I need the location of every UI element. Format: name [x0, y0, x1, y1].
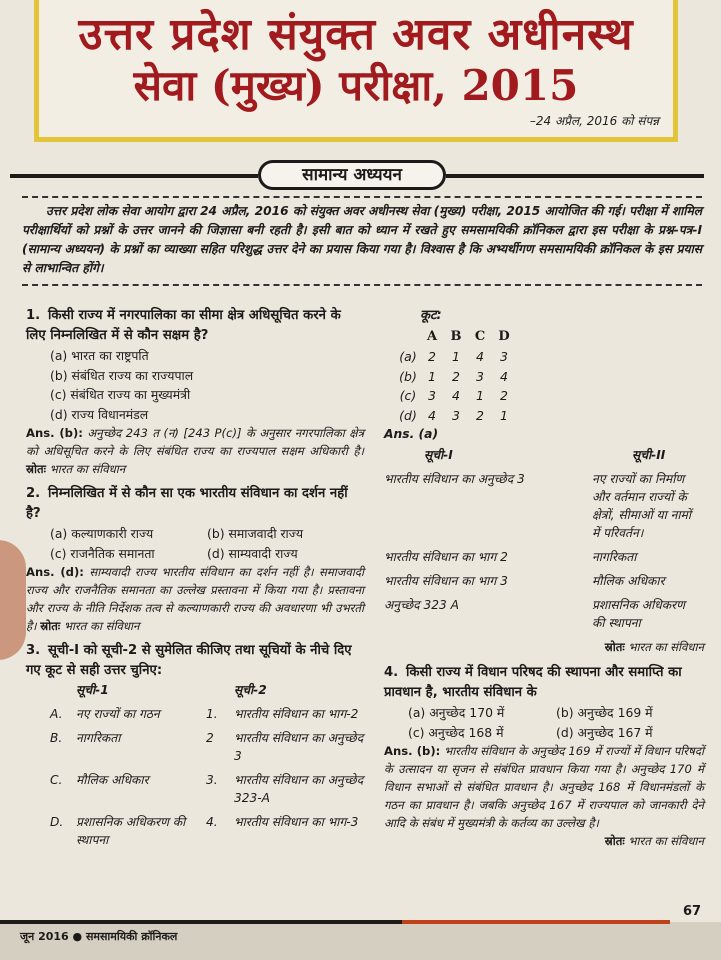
right-column — [384, 306, 704, 851]
intro-bottom-rule — [22, 284, 702, 286]
code-cell: 2 — [476, 407, 484, 423]
footer-text: जून 2016 ● समसामयिकी क्रॉनिकल — [20, 930, 178, 943]
option: (c) अनुच्छेद 168 में — [408, 724, 504, 740]
table-row — [396, 406, 516, 426]
code-table — [396, 325, 516, 425]
source-text: भारत का संविधान — [49, 462, 126, 476]
title-box — [34, 0, 678, 142]
list2-item: भारतीय संविधान का भाग-2 — [234, 707, 359, 721]
code-cell: 3 — [428, 388, 436, 404]
code-cell: 3 — [452, 407, 460, 423]
code-head: B — [450, 328, 462, 344]
answer — [26, 424, 364, 478]
list2-item: मौलिक अधिकार — [592, 574, 665, 588]
source-label: स्रोतः — [604, 640, 625, 654]
code-cell: 1 — [428, 368, 436, 384]
table-row — [50, 705, 364, 729]
code-option: (a) — [399, 349, 417, 365]
table-row — [50, 729, 364, 771]
answer-code-block — [384, 306, 704, 444]
option: (d) अनुच्छेद 167 में — [556, 724, 653, 740]
option: (d) साम्यवादी राज्य — [207, 545, 298, 561]
list1-item: मौलिक अधिकार — [76, 773, 149, 787]
row-letter: A. — [50, 707, 63, 721]
row-number: 3. — [206, 773, 218, 787]
source-label: स्रोतः — [40, 619, 61, 633]
question-1 — [26, 306, 364, 478]
question-body: सूची-I को सूची-2 से सुमेलित कीजिए तथा सूचियों के नीचे दिए गए कूट से सही उत्तर चुनिए: — [26, 643, 352, 678]
option-row — [384, 723, 704, 743]
question-number: 3. — [26, 643, 41, 658]
intro-paragraph: उत्तर प्रदेश लोक सेवा आयोग द्वारा 24 अप्रैल, 2016 को संयुक्त अवर अधीनस्थ सेवा (मुख्य) परीक्षा, 2015 आयोजित की गई। परीक्षा में शामिल परीक्षार्थियों को प्रश्नों के उत्तर जानने की जिज्ञासा बनी रहती है। इसी बात को ध्यान में रखते हुए समसामयिकी क्रॉनिकल द्वारा इस परीक्षा के प्रश्न-पत्र-I (सामान्य अध्ययन) के प्रश्नों का व्याख्या सहित परिशुद्ध उत्तर देने का प्रयास किया गया है। विश्वास है कि अभ्यर्थीगण समसामयिकी क्रॉनिकल के इस प्रयास से लाभान्वित होंगे। — [22, 204, 702, 275]
option: (a) अनुच्छेद 170 में — [408, 705, 505, 720]
code-cell: 2 — [428, 349, 436, 365]
code-cell: 3 — [476, 368, 484, 384]
thumb-shadow — [0, 540, 26, 660]
list1-item: भारतीय संविधान का अनुच्छेद 3 — [384, 472, 525, 486]
code-head: A — [426, 328, 438, 344]
code-cell: 1 — [452, 349, 460, 365]
answer — [384, 742, 704, 832]
table-row — [50, 771, 364, 813]
question-4 — [384, 663, 704, 851]
code-head: D — [498, 328, 510, 344]
option: (c) राजनैतिक समानता — [50, 545, 155, 561]
code-option: (b) — [399, 368, 417, 384]
question-text — [26, 484, 364, 524]
list2-heading: सूची-2 — [234, 683, 267, 697]
footer-stripe — [0, 920, 670, 924]
section-heading: सामान्य अध्ययन — [258, 160, 446, 190]
table-row — [50, 813, 364, 855]
answer — [26, 563, 364, 635]
question-body: किसी राज्य में नगरपालिका का सीमा क्षेत्र अधिसूचित करने के लिए निम्नलिखित में से कौन सक्षम है? — [26, 308, 341, 343]
list2-item: प्रशासनिक अधिकरण की स्थापना — [592, 598, 685, 630]
intro-top-rule — [22, 196, 702, 198]
exam-title-line1: उत्तर प्रदेश संयुक्त अवर अधीनस्थ — [78, 9, 634, 60]
code-head: C — [474, 328, 486, 344]
answer-label: Ans. (d): — [26, 565, 84, 579]
answer-text: भारतीय संविधान के अनुच्छेद 169 में राज्यों में विधान परिषदों के उत्सादन या सृजन से संबंधित प्रावधान किया गया है। अनुच्छेद 170 में विधान सभाओं से संबंधित प्रावधान है। अनुच्छेद 168 में विधानमंडलों के गठन का प्रावधान है। जबकि अनुच्छेद 167 में राज्यपाल को जानकारी देने आदि के संबंध में मुख्यमंत्री के कर्तव्य का उल्लेख है। — [384, 744, 704, 830]
list2-heading: सूची-II — [632, 448, 666, 462]
answer-label: Ans. (b): — [26, 426, 83, 440]
table-row — [396, 367, 516, 387]
list1-heading: सूची-I — [424, 448, 453, 462]
question-body: किसी राज्य में विधान परिषद की स्थापना और समाप्ति का प्रावधान है, भारतीय संविधान के — [384, 665, 682, 700]
left-column — [26, 306, 364, 855]
code-cell: 1 — [476, 388, 484, 404]
code-cell: 4 — [500, 368, 508, 384]
source-label: स्रोतः — [26, 462, 46, 476]
explanation-table — [384, 446, 700, 638]
answer-label: Ans. (b): — [384, 744, 441, 758]
list1-item: अनुच्छेद 323 A — [384, 598, 459, 612]
table-row — [384, 572, 700, 596]
option: (d) राज्य विधानमंडल — [50, 406, 149, 422]
source-text: भारत का संविधान — [628, 834, 704, 848]
code-answer: Ans. (a) — [384, 427, 439, 441]
row-letter: B. — [50, 731, 63, 745]
question-3 — [26, 641, 364, 855]
code-cell: 4 — [476, 349, 484, 365]
answer-text: साम्यवादी राज्य भारतीय संविधान का दर्शन नहीं है। समाजवादी राज्य और राजनैतिक समानता का उल्लेख प्रस्तावना में किया गया है। प्रस्तावना और राज्य के नीति निर्देशक तत्व से कल्याणकारी राज्य की अवधारणा भी उभरती है। — [26, 565, 365, 633]
list2-item: भारतीय संविधान का अनुच्छेद 3 — [234, 731, 364, 763]
list2-item: भारतीय संविधान का भाग-3 — [234, 815, 359, 829]
option-row — [26, 544, 364, 564]
list2-item: भारतीय संविधान का अनुच्छेद 323-A — [234, 773, 364, 805]
list1-item: नए राज्यों का गठन — [76, 707, 160, 721]
source — [384, 638, 704, 657]
option: (b) संबंधित राज्य का राज्यपाल — [50, 367, 194, 383]
list1-item: भारतीय संविधान का भाग 3 — [384, 574, 508, 588]
code-cell: 4 — [452, 388, 460, 404]
table-row — [396, 386, 516, 406]
question-body: निम्नलिखित में से कौन सा एक भारतीय संविधान का दर्शन नहीं है? — [26, 486, 348, 521]
page-number: 67 — [683, 904, 702, 919]
option: (b) समाजवादी राज्य — [207, 526, 304, 541]
question-text — [384, 663, 704, 703]
option-row — [384, 703, 704, 723]
code-cell: 4 — [428, 407, 436, 423]
match-list-table — [50, 681, 364, 855]
list1-item: नागरिकता — [76, 731, 121, 745]
row-letter: D. — [50, 815, 64, 829]
table-row — [384, 548, 700, 572]
option-row — [26, 524, 364, 544]
row-number: 4. — [206, 815, 218, 829]
code-option: (d) — [399, 407, 417, 423]
list2-item: नए राज्यों का निर्माण और वर्तमान राज्यों के क्षेत्रों, सीमाओं या नामों में परिवर्तन। — [592, 472, 692, 540]
row-number: 2 — [206, 731, 214, 745]
exam-date: –24 अप्रैल, 2016 को संपन्न — [529, 114, 659, 128]
question-number: 1. — [26, 308, 41, 323]
question-number: 4. — [384, 665, 399, 680]
question-number: 2. — [26, 486, 41, 501]
source-label: स्रोतः — [604, 834, 625, 848]
table-row — [384, 596, 700, 638]
code-option: (c) — [399, 388, 417, 404]
source-text: भारत का संविधान — [628, 640, 704, 654]
code-label: कूट: — [420, 308, 442, 323]
code-cell: 2 — [452, 368, 460, 384]
table-row — [384, 470, 700, 548]
code-cell: 3 — [500, 349, 508, 365]
question-text — [26, 641, 364, 681]
option: (a) कल्याणकारी राज्य — [50, 526, 154, 541]
row-letter: C. — [50, 773, 63, 787]
option: (a) भारत का राष्ट्रपति — [50, 348, 149, 363]
exam-title-line2: सेवा (मुख्य) परीक्षा, 2015 — [133, 61, 579, 110]
row-number: 1. — [206, 707, 218, 721]
code-cell: 1 — [500, 407, 508, 423]
question-2 — [26, 484, 364, 635]
list1-heading: सूची-1 — [76, 683, 109, 697]
option: (b) अनुच्छेद 169 में — [556, 705, 653, 720]
list2-item: नागरिकता — [592, 550, 637, 564]
source-text: भारत का संविधान — [63, 619, 140, 633]
code-cell: 2 — [500, 388, 508, 404]
question-text — [26, 306, 364, 346]
table-row — [396, 347, 516, 367]
section-rule-right — [446, 174, 704, 178]
source — [384, 832, 704, 851]
list1-item: भारतीय संविधान का भाग 2 — [384, 550, 508, 564]
section-rule-left — [10, 174, 258, 178]
option: (c) संबंधित राज्य का मुख्यमंत्री — [50, 387, 191, 402]
list1-item: प्रशासनिक अधिकरण की स्थापना — [76, 815, 186, 847]
answer-text: अनुच्छेद 243 त (न) [243 P(c)] के अनुसार नगरपालिका क्षेत्र को अधिसूचित करने के लिए संबंधित राज्य का राज्यपाल सक्षम अधिकारी है। — [26, 426, 364, 458]
